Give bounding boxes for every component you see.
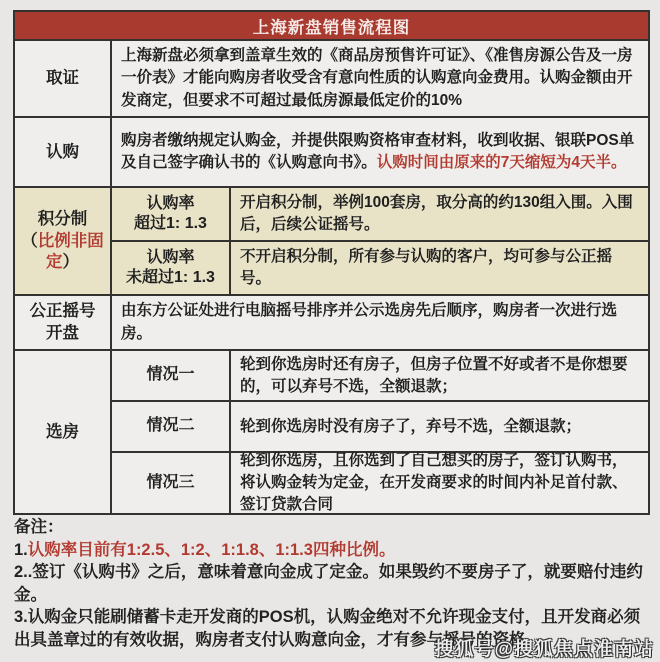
points-system-note: （比例非固定） [21, 231, 104, 272]
subscription-description: 购房者缴纳规定认购金，并提供限购资格审查材料，收到收据、银联POS单及自己签字确认书的《认购意向书》。认购时间由原来的7天缩短为4天半。 [110, 118, 648, 186]
row-points-system [15, 186, 648, 294]
subrow-case-2 [112, 400, 648, 451]
condition-rate-under: 认购率 未超过1: 1.3 [126, 248, 215, 287]
case-3-description: 轮到你选房，且你选到了自己想买的房子，签订认购书，将认购金转为定金，在开发商要求的时间内补足首付款、签订贷款合同 [229, 453, 648, 513]
subrow-rate-under [112, 240, 648, 294]
notes-section [14, 516, 650, 651]
sales-process-table [13, 10, 650, 515]
lottery-description: 由东方公证处进行电脑摇号排序并公示选房先后顺序，购房者一次进行选房。 [110, 296, 648, 349]
stage-label-house-selection: 选房 [46, 422, 79, 441]
table-title: 上海新盘销售流程图 [252, 18, 411, 37]
row-lottery [15, 294, 648, 349]
condition-rate-over: 认购率 超过1: 1.3 [134, 194, 207, 233]
case-2-label: 情况二 [146, 417, 195, 435]
stage-label-subscription: 认购 [46, 142, 79, 161]
stage-label-lottery: 公正摇号 开盘 [29, 302, 96, 342]
row-house-selection [15, 349, 648, 513]
stage-label-points-system: 积分制 （比例非固定） [15, 188, 110, 294]
case-1-label: 情况一 [146, 366, 195, 384]
rate-over-description: 开启积分制，举例100套房，取分高的约130组入围。入围后，后续公证摇号。 [229, 188, 648, 240]
subrow-case-3 [112, 451, 648, 513]
watermark: 搜狐号@搜狐焦点淮南站 [434, 639, 654, 660]
note-item-3: 3.认购金只能刷储蓄卡走开发商的POS机，认购金绝对不允许现金支付，且开发商必须出具盖章过的有效收据，购房者支付认购意向金，才有参与摇号的资格。 [14, 608, 641, 649]
table-title-bar [15, 12, 648, 39]
row-certificate [15, 39, 648, 116]
subrow-case-1 [112, 351, 648, 400]
rate-under-description: 不开启积分制，所有参与认购的客户，均可参与公正摇号。 [229, 242, 648, 294]
subrow-rate-over [112, 188, 648, 240]
certificate-description: 上海新盘必须拿到盖章生效的《商品房预售许可证》、《准售房源公告及一房一价表》才能向购房者收受含有意向性质的认购意向金费用。认购金额由开发商定，但要求不可超过最低房源最低定价的10% [110, 41, 648, 116]
stage-label-certificate: 取证 [46, 68, 79, 87]
case-3-label: 情况三 [146, 473, 195, 491]
note-item-1: 1.认购率目前有1:2.5、1:2、1:1.8、1:1.3四种比例。 [14, 540, 396, 559]
note-item-2: 2..签订《认购书》之后，意味着意向金成了定金。如果毁约不要房子了，就要赔付违约金。 [14, 563, 643, 604]
row-subscription [15, 116, 648, 186]
case-1-description: 轮到你选房时还有房子，但房子位置不好或者不是你想要的，可以弃号不选，全额退款； [229, 351, 648, 400]
subscription-highlight: 认购时间由原来的7天缩短为4天半。 [376, 154, 627, 172]
case-2-description: 轮到你选房时没有房子了，弃号不选，全额退款； [229, 402, 648, 451]
notes-heading: 备注： [14, 518, 64, 536]
